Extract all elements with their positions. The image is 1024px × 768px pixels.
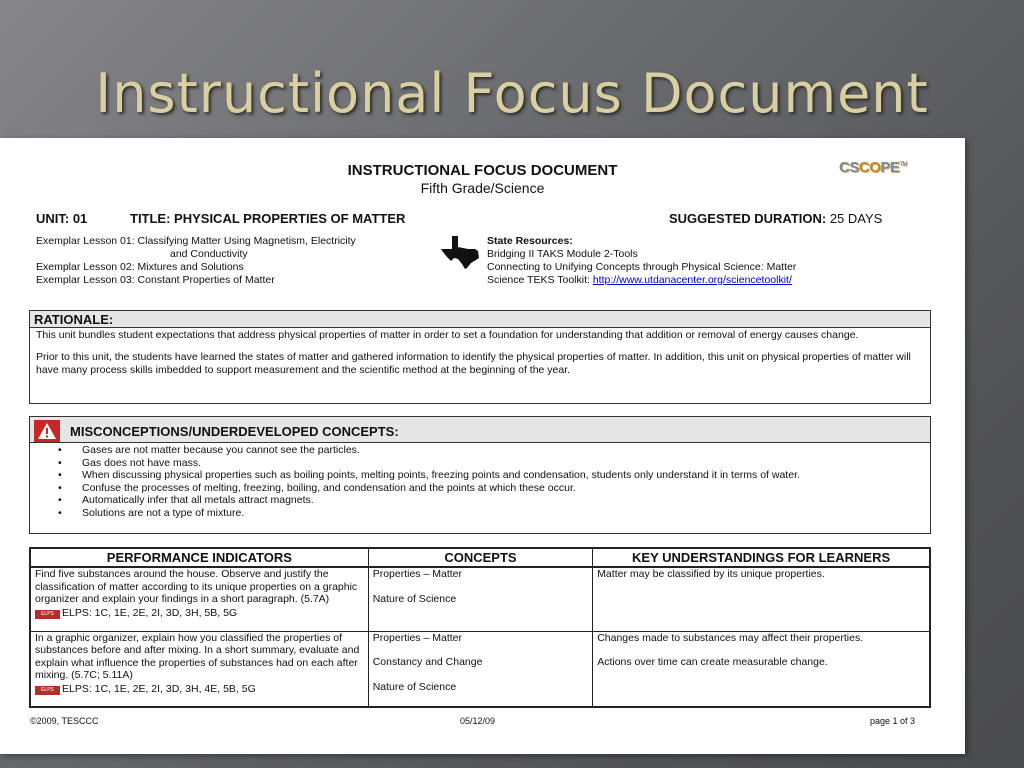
resources-heading: State Resources: [487,235,573,247]
indicator-text: In a graphic organizer, explain how you classified the properties of substances before and after mixing. In a short summary, evaluate and explain what influence the properties of substances had on each after mixing. (5.7C; 5.11A) [35,631,360,681]
rationale-paragraph: This unit bundles student expectations that address physical properties of matter in order to set a foundation for understanding that addition or removal of energy causes change. [36,329,859,341]
doc-title: INSTRUCTIONAL FOCUS DOCUMENT [347,162,618,179]
performance-table [29,547,931,708]
list-item: • Automatically infer that all metals attract magnets. [58,494,930,507]
concept-item: Nature of Science [372,592,457,605]
footer-date: 05/12/09 [460,716,496,726]
suggested-duration: SUGGESTED DURATION: 25 DAYS [669,211,883,226]
document-page [0,138,965,754]
warning-icon [34,420,60,442]
concept-item: Properties – Matter [372,631,462,644]
indicator-cell [30,631,368,707]
list-item: • Gases are not matter because you cannot see the particles. [58,444,930,457]
unit-label: UNIT: 01 [36,211,88,226]
footer-page-number: page 1 of 3 [870,716,916,726]
misconceptions-list [30,443,930,519]
list-item: • Gas does not have mass. [58,457,930,470]
footer-copyright: ©2009, TESCCC [30,716,99,726]
exemplar-lessons [36,235,356,287]
understanding-item: Actions over time can create measurable change. [597,656,828,668]
toolkit-link[interactable]: http://www.utdanacenter.org/sciencetoolkit/ [592,274,792,286]
lesson-item: Exemplar Lesson 02: Mixtures and Solutions [36,261,244,273]
column-header: CONCEPTS [368,548,592,567]
resource-item: Connecting to Unifying Concepts through Physical Science: Matter [487,261,797,273]
list-item: • Confuse the processes of melting, freezing, boiling, and condensation and the points at which these occur. [58,482,930,495]
column-header: PERFORMANCE INDICATORS [30,548,368,567]
lesson-item: Exemplar Lesson 01: Classifying Matter Using Magnetism, Electricity [36,235,356,247]
misconceptions-section [29,416,931,534]
indicator-cell [30,567,368,631]
state-resources [487,235,796,287]
misconceptions-heading: MISCONCEPTIONS/UNDERDEVELOPED CONCEPTS: [70,423,399,439]
misconceptions-header [30,417,930,443]
elps-icon: ELPS [35,610,60,619]
elps-line: ELPS ELPS: 1C, 1E, 2E, 2I, 3D, 3H, 4E, 5B, 5G [35,683,364,696]
list-item: • Solutions are not a type of mixture. [58,507,930,520]
list-item: • When discussing physical properties such as boiling points, melting points, freezing points and condensation, students only understand it in terms of water. [58,469,930,482]
lesson-item: Exemplar Lesson 03: Constant Properties of Matter [36,274,275,286]
cscope-logo: CSCOPE™ [839,159,908,176]
understanding-item: Matter may be classified by its unique properties. [597,568,825,580]
resource-item: Bridging II TAKS Module 2-Tools [487,248,638,260]
understanding-item: Changes made to substances may affect their properties. [597,631,864,644]
concepts-cell [368,567,592,631]
doc-subtitle: Fifth Grade/Science [420,180,545,196]
understandings-cell [593,631,930,707]
concepts-cell [368,631,592,707]
elps-icon: ELPS [35,686,60,695]
lesson-item-cont: and Conductivity [170,248,248,260]
elps-line: ELPS ELPS: 1C, 1E, 2E, 2I, 3D, 3H, 5B, 5G [35,607,364,620]
concept-item: Properties – Matter [372,568,462,580]
table-row [30,631,930,707]
slide-title: Instructional Focus Document [95,62,929,125]
column-header: KEY UNDERSTANDINGS FOR LEARNERS [593,548,930,567]
resource-item: Science TEKS Toolkit: http://www.utdanacenter.org/sciencetoolkit/ [487,274,792,286]
understandings-cell [593,567,930,631]
texas-map-icon [440,234,482,270]
doc-header [0,162,965,196]
rationale-paragraph: Prior to this unit, the students have learned the states of matter and gathered information to identify the physical properties of matter. In addition, this unit on physical properties of matter will have many process skills imbedded to support measurement and the scientific method at the beginning of the year. [36,351,911,376]
concept-item: Constancy and Change [372,656,483,668]
rationale-heading: RATIONALE: [30,311,930,328]
unit-title: TITLE: PHYSICAL PROPERTIES OF MATTER [130,211,406,226]
table-header-row [30,548,930,567]
rationale-section [29,310,931,404]
indicator-text: Find five substances around the house. Observe and justify the classification of matter according to its unique properties on a graphic organizer and explain your findings in a short paragraph. (5.7A) [35,568,358,605]
table-row [30,567,930,631]
concept-item: Nature of Science [372,680,457,693]
